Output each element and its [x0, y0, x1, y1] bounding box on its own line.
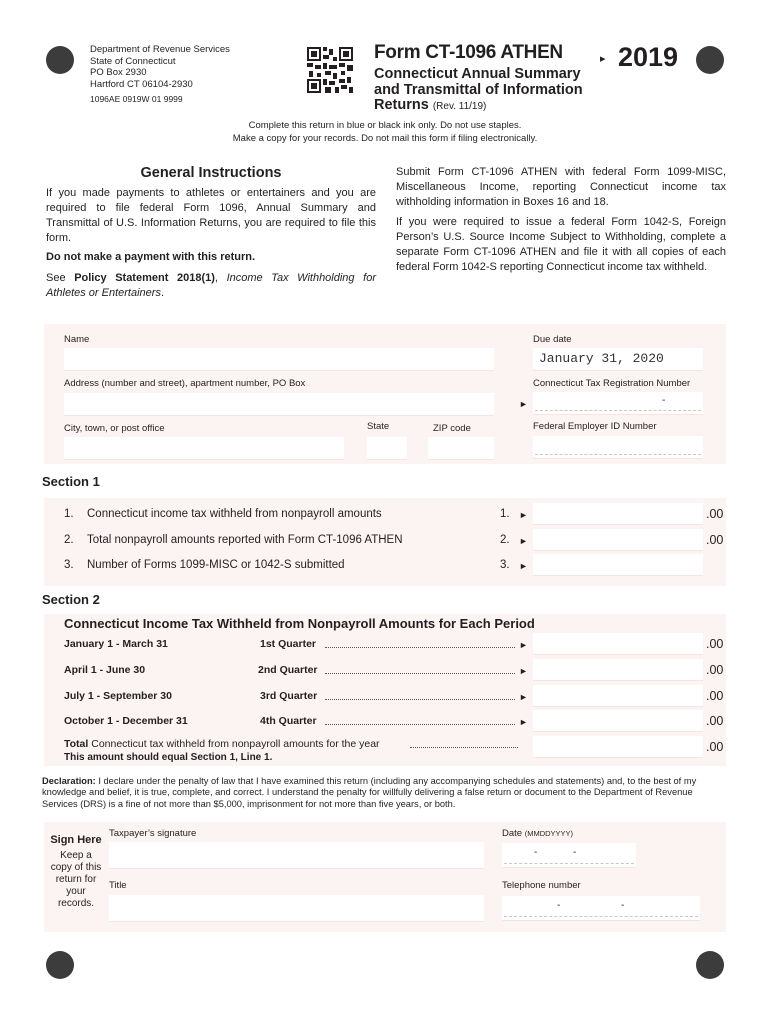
quarter-period: July 1 - September 30	[64, 690, 172, 702]
revision-date: (Rev. 11/19)	[432, 101, 487, 112]
city-label: City, town, or post office	[64, 423, 165, 434]
arrow-icon: ►	[519, 510, 528, 520]
leader-dots	[325, 699, 515, 700]
line-reference: 3.	[500, 559, 510, 571]
total-note: This amount should equal Section 1, Line 1.	[64, 752, 273, 763]
address-label: Address (number and street), apartment number, PO Box	[64, 378, 306, 389]
form-title: Form CT-1096 ATHEN	[374, 42, 563, 63]
date-separator: -	[573, 847, 577, 858]
arrow-icon: ►	[519, 666, 528, 676]
cents-label: .00	[706, 663, 724, 677]
subtitle-line: Connecticut Annual Summary	[374, 66, 581, 82]
address-line: Department of Revenue Services	[90, 44, 230, 55]
state-label: State	[367, 421, 390, 432]
form-subtitle	[374, 67, 604, 115]
leader-dots	[325, 673, 515, 674]
cents-label: .00	[706, 740, 724, 754]
drs-address-block	[90, 44, 230, 106]
digit-guide	[535, 454, 701, 455]
total-description: Connecticut tax withheld from nonpayroll amounts for the year	[88, 738, 380, 750]
line-reference: 2.	[500, 534, 510, 546]
quarter-3-amount-field[interactable]	[533, 685, 703, 707]
tax-year: 2019	[618, 42, 679, 72]
note-line: Complete this return in blue or black ink only. Do not use staples.	[248, 120, 522, 131]
line-3-count-field[interactable]	[533, 554, 703, 576]
line-1-amount-field[interactable]	[533, 503, 703, 525]
sign-here-heading: Sign Here	[50, 834, 102, 846]
no-payment-note: Do not make a payment with this return.	[46, 251, 256, 263]
state-field[interactable]	[367, 437, 407, 460]
quarter-label: 4th Quarter	[260, 715, 317, 727]
line-2-amount-field[interactable]	[533, 529, 703, 551]
keep-copy-note: Keep a copy of this return for your records.	[50, 850, 102, 909]
due-date-field	[533, 348, 703, 371]
text: ,	[214, 272, 227, 284]
quarter-4-amount-field[interactable]	[533, 710, 703, 732]
policy-statement-reference	[46, 271, 376, 301]
leader-dots	[410, 747, 518, 748]
phone-label: Telephone number	[502, 880, 581, 891]
subtitle-line: Returns	[374, 97, 429, 113]
qr-code-icon	[307, 47, 353, 93]
text: See	[46, 272, 75, 284]
line-description: Number of Forms 1099-MISC or 1042-S submitted	[87, 559, 345, 571]
digit-guide	[535, 410, 701, 411]
declaration-label: Declaration:	[42, 776, 96, 786]
total-line	[64, 738, 380, 750]
quarter-label: 2nd Quarter	[258, 664, 318, 676]
arrow-icon: ►	[519, 692, 528, 702]
cents-label: .00	[706, 533, 724, 547]
subtitle-line: and Transmittal of Information	[374, 81, 583, 98]
title-field[interactable]	[109, 895, 484, 922]
total-label: Total	[64, 738, 89, 750]
digit-guide	[504, 916, 698, 917]
registration-hyphen: -	[662, 395, 666, 406]
leader-dots	[325, 724, 515, 725]
address-field[interactable]	[64, 393, 494, 416]
arrow-icon: ►	[519, 536, 528, 546]
zip-label: ZIP code	[433, 423, 471, 434]
instructions-paragraph: If you were required to issue a federal Form 1042-S, Foreign Person’s U.S. Source Income Subject to Withholding, complete a separate Form CT-1096 ATHEN and file it with all copies of each federal Form 1042-S reporting Connecticut income tax withheld.	[396, 216, 726, 273]
ct-tax-registration-label: Connecticut Tax Registration Number	[533, 378, 691, 389]
digit-guide	[504, 863, 634, 864]
instructions-paragraph: If you made payments to athletes or entertainers and you are required to file federal Form 1096, Annual Summary and Transmittal of U.S. Information Returns, you are required to file this form.	[46, 187, 376, 244]
quarter-period: April 1 - June 30	[64, 664, 146, 676]
declaration-text	[42, 776, 728, 810]
name-label: Name	[64, 334, 90, 345]
arrow-icon: ►	[519, 399, 528, 409]
line-description: Connecticut income tax withheld from nonpayroll amounts	[87, 508, 382, 520]
signature-label: Taxpayer’s signature	[109, 828, 197, 839]
date-label	[502, 828, 573, 839]
ct-tax-registration-field[interactable]	[533, 392, 703, 415]
address-line: Hartford CT 06104-2930	[90, 78, 193, 90]
section-1-heading: Section 1	[42, 474, 100, 489]
quarter-2-amount-field[interactable]	[533, 659, 703, 681]
quarter-period: January 1 - March 31	[64, 638, 168, 650]
phone-separator: -	[621, 900, 625, 911]
registration-mark-bottom-right	[696, 951, 724, 979]
quarter-period: October 1 - December 31	[64, 715, 188, 727]
line-number: 3.	[64, 559, 74, 571]
registration-mark-top-right	[696, 46, 724, 74]
policy-title: Income Tax Withholding for Athletes or Entertainers	[46, 272, 376, 299]
policy-statement-link: Policy Statement 2018(1)	[74, 272, 215, 284]
fein-field[interactable]	[533, 436, 703, 459]
line-number: 1.	[64, 508, 74, 520]
section-2-subheading: Connecticut Income Tax Withheld from Nonpayroll Amounts for Each Period	[64, 616, 535, 631]
form-code: 1096AE 0919W 01 9999	[90, 94, 183, 104]
title-label: Title	[109, 880, 127, 891]
registration-mark-top-left	[46, 46, 74, 74]
text: .	[160, 287, 165, 299]
signature-field[interactable]	[109, 842, 484, 869]
line-description: Total nonpayroll amounts reported with Form CT-1096 ATHEN	[87, 534, 403, 546]
general-instructions-heading: General Instructions	[140, 165, 282, 181]
cents-label: .00	[706, 689, 724, 703]
city-field[interactable]	[64, 437, 344, 460]
address-line: PO Box 2930	[90, 67, 147, 78]
total-amount-field[interactable]	[533, 736, 703, 758]
year-arrow-icon: ▸	[600, 53, 606, 65]
line-number: 2.	[64, 534, 74, 546]
cents-label: .00	[706, 507, 724, 521]
arrow-icon: ►	[519, 640, 528, 650]
fein-label: Federal Employer ID Number	[533, 421, 657, 432]
section-2-heading: Section 2	[42, 592, 100, 607]
arrow-icon: ►	[519, 561, 528, 571]
date-format: (MMDDYYYY)	[524, 829, 574, 838]
leader-dots	[325, 647, 515, 648]
registration-mark-bottom-left	[46, 951, 74, 979]
date-separator: -	[534, 847, 538, 858]
zip-field[interactable]	[428, 437, 494, 460]
due-date-label: Due date	[533, 334, 572, 345]
phone-separator: -	[557, 900, 561, 911]
address-line: State of Connecticut	[90, 55, 176, 67]
cents-label: .00	[706, 637, 724, 651]
due-date-value: January 31, 2020	[539, 351, 664, 366]
declaration-body: I declare under the penalty of law that I have examined this return (including any accompanying schedules and statements) and, to the best of my knowledge and belief, it is true, complete, and correct. I understand the penalty for willfully delivering a false return or document to the Department of Revenue Services (DRS) is a fine of not more than $5,000, imprisonment for not more than five years, or both.	[42, 776, 697, 809]
instructions-paragraph: Submit Form CT-1096 ATHEN with federal Form 1099-MISC, Miscellaneous Income, reporting Connecticut income tax withholding information in Boxes 16 and 18.	[396, 166, 726, 208]
quarter-1-amount-field[interactable]	[533, 633, 703, 655]
cents-label: .00	[706, 714, 724, 728]
date-field[interactable]	[502, 843, 636, 868]
date-label-text: Date	[502, 828, 523, 839]
quarter-label: 3rd Quarter	[260, 690, 318, 702]
note-line: Make a copy for your records. Do not mail this form if filing electronically.	[232, 132, 538, 144]
filing-notes	[0, 120, 770, 145]
quarter-label: 1st Quarter	[260, 638, 317, 650]
arrow-icon: ►	[519, 717, 528, 727]
name-field[interactable]	[64, 348, 494, 371]
line-reference: 1.	[500, 508, 510, 520]
phone-field[interactable]	[502, 896, 700, 921]
